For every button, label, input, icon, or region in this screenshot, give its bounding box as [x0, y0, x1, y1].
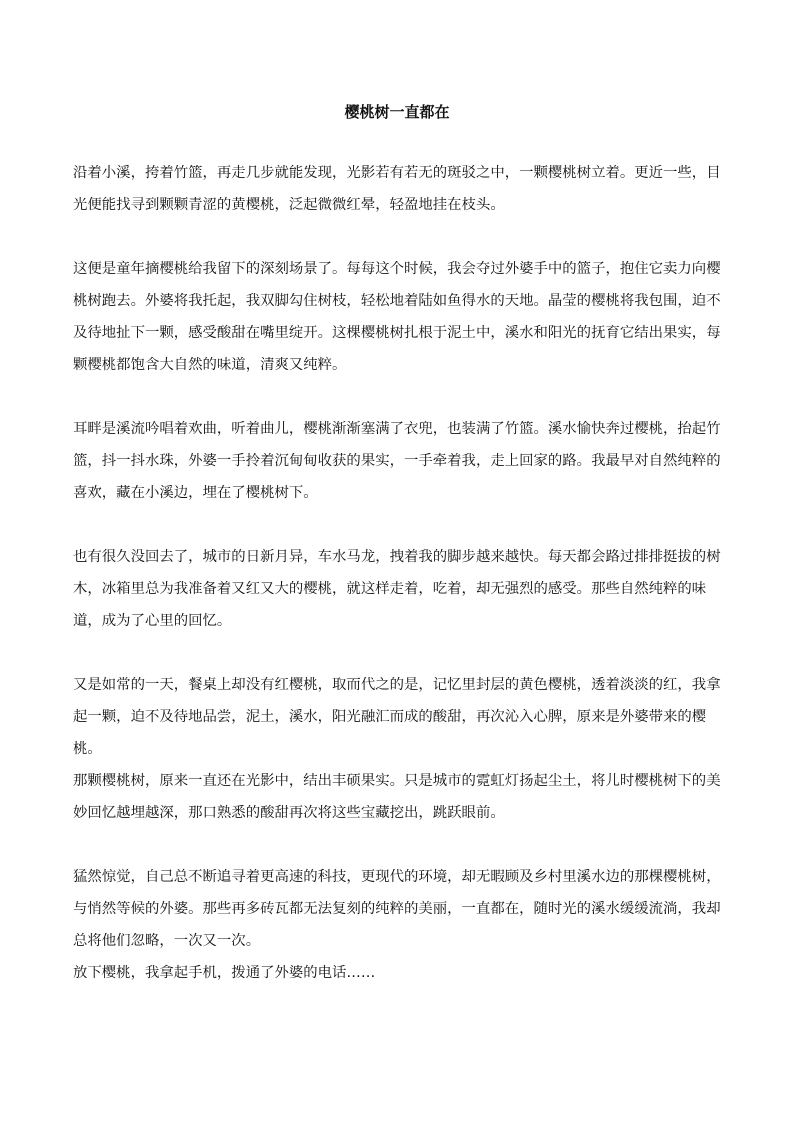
paragraph-1: 沿着小溪，挎着竹篮，再走几步就能发现，光影若有若无的斑驳之中，一颗樱桃树立着。更近一些，目光便能找寻到颗颗青涩的黄樱桃，泛起微微红晕，轻盈地挂在枝头。 — [73, 165, 721, 213]
paragraph-5: 又是如常的一天，餐桌上却没有红樱桃，取而代之的是，记忆里封层的黄色樱桃，透着淡淡的红，我拿起一颗，迫不及待地品尝，泥土，溪水，阳光融汇而成的酸甜，再次沁入心脾，原来是外婆带来的樱桃。 — [73, 677, 721, 757]
paragraph-2: 这便是童年摘樱桃给我留下的深刻场景了。每每这个时候，我会夺过外婆手中的篮子，抱住它卖力向樱桃树跑去。外婆将我托起，我双脚勾住树枝，轻松地着陆如鱼得水的天地。晶莹的樱桃将我包围，迫不及待地扯下一颗，感受酸甜在嘴里绽开。这棵樱桃树扎根于泥土中，溪水和阳光的抚育它结出果实，每颗樱桃都饱含大自然的味道，清爽又纯粹。 — [73, 261, 721, 373]
paragraph-7: 猛然惊觉，自己总不断追寻着更高速的科技，更现代的环境，却无暇顾及乡村里溪水边的那棵樱桃树，与悄然等候的外婆。那些再多砖瓦都无法复刻的纯粹的美丽，一直都在，随时光的溪水缓缓流淌，我却总将他们忽略，一次又一次。 — [73, 869, 721, 949]
paragraph-6: 那颗樱桃树，原来一直还在光影中，结出丰硕果实。只是城市的霓虹灯扬起尘土，将儿时樱桃树下的美妙回忆越埋越深，那口熟悉的酸甜再次将这些宝藏挖出，跳跃眼前。 — [73, 773, 721, 821]
page-title: 樱桃树一直都在 — [344, 103, 450, 121]
paragraph-4: 也有很久没回去了，城市的日新月异，车水马龙，拽着我的脚步越来越快。每天都会路过排排挺拔的树木，冰箱里总为我准备着又红又大的樱桃，就这样走着，吃着，却无强烈的感受。那些自然纯粹的味道，成为了心里的回忆。 — [73, 549, 721, 629]
paragraph-3: 耳畔是溪流吟唱着欢曲，听着曲儿，樱桃渐渐塞满了衣兜，也装满了竹篮。溪水愉快奔过樱桃，抬起竹篮，抖一抖水珠，外婆一手拎着沉甸甸收获的果实，一手牵着我，走上回家的路。我最早对自然纯粹的喜欢，藏在小溪边，埋在了樱桃树下。 — [73, 421, 721, 501]
paragraph-8: 放下樱桃，我拿起手机，拨通了外婆的电话…… — [73, 965, 376, 981]
